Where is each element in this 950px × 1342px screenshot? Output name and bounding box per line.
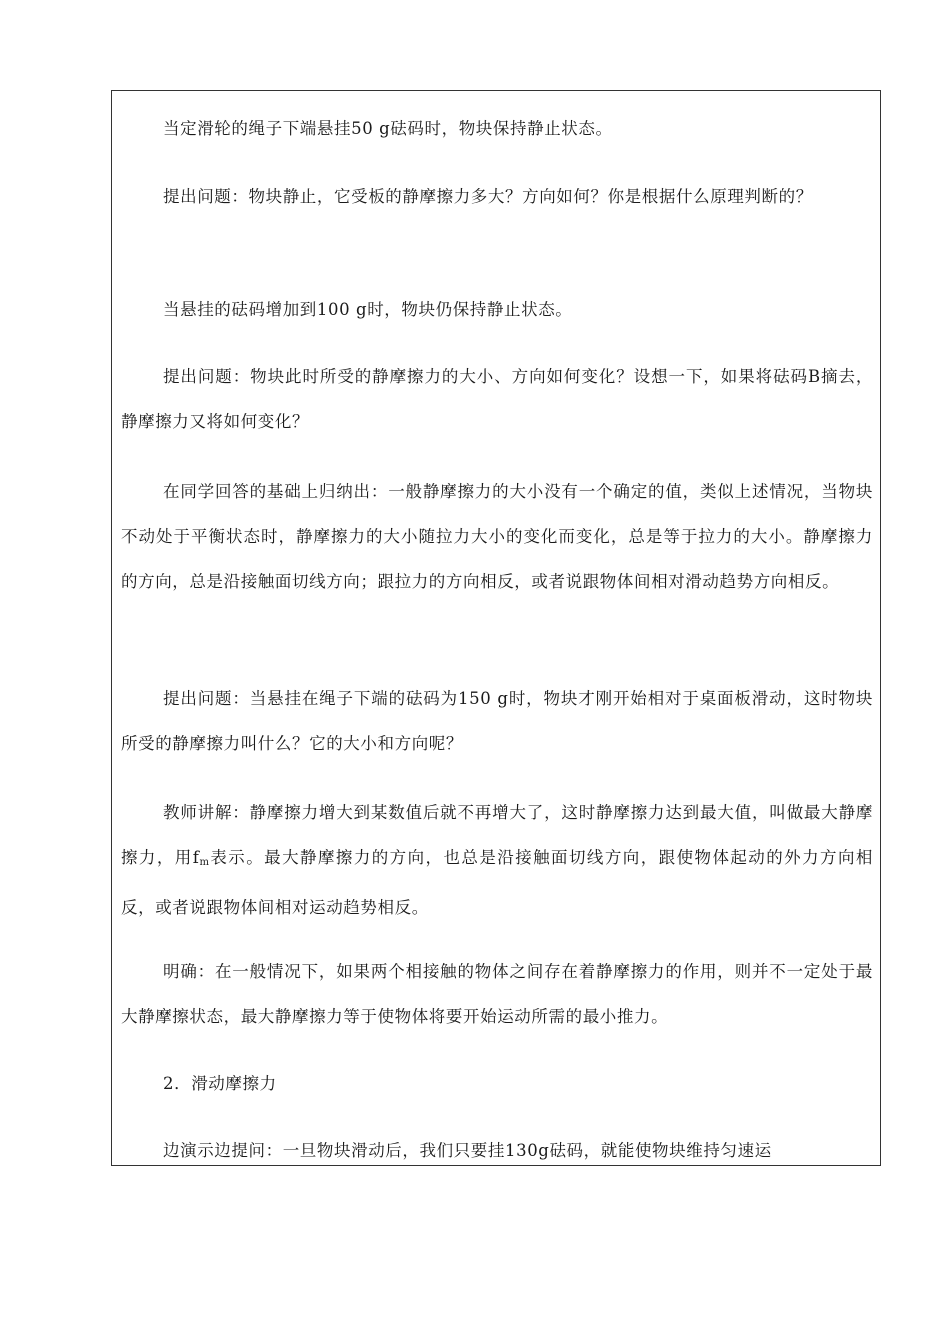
paragraph-static-100g: 当悬挂的砝码增加到100 g时，物块仍保持静止状态。 [163,300,573,319]
paragraph-static-50g: 当定滑轮的绳子下端悬挂50 g砝码时，物块保持静止状态。 [163,119,613,138]
explanation-text-before: 教师讲解：静摩擦力增大到某数值后就不再增大了，这时静摩擦力达到最大值，叫做最大静摩擦力，用f [121,803,873,867]
paragraph-question-static-friction: 提出问题：物块静止，它受板的静摩擦力多大？方向如何？你是根据什么原理判断的？ [163,187,813,206]
paragraph-clarification: 明确：在一般情况下，如果两个相接触的物体之间存在着静摩擦力的作用，则并不一定处于最大静摩擦状态，最大静摩擦力等于使物体将要开始运动所需的最小推力。 [121,962,873,1026]
paragraph-question-change: 提出问题：物块此时所受的静摩擦力的大小、方向如何变化？设想一下，如果将砝码B摘去，静摩擦力又将如何变化？ [121,367,873,431]
section-heading-sliding-friction: 2．滑动摩擦力 [163,1074,277,1093]
paragraph-demo-question: 边演示边提问：一旦物块滑动后，我们只要挂130g砝码，就能使物块维持匀速运 [163,1141,772,1160]
explanation-subscript: m [199,857,210,868]
paragraph-question-150g: 提出问题：当悬挂在绳子下端的砝码为150 g时，物块才刚开始相对于桌面板滑动，这时物块所受的静摩擦力叫什么？它的大小和方向呢？ [121,689,873,753]
paragraph-teacher-explanation [121,790,873,930]
paragraph-summary: 在同学回答的基础上归纳出：一般静摩擦力的大小没有一个确定的值，类似上述情况，当物块不动处于平衡状态时，静摩擦力的大小随拉力大小的变化而变化，总是等于拉力的大小。静摩擦力的方向，总是沿接触面切线方向；跟拉力的方向相反，或者说跟物体间相对滑动趋势方向相反。 [121,482,873,591]
explanation-text-after: 表示。最大静摩擦力的方向，也总是沿接触面切线方向，跟使物体起动的外力方向相反，或者说跟物体间相对运动趋势相反。 [121,848,873,917]
